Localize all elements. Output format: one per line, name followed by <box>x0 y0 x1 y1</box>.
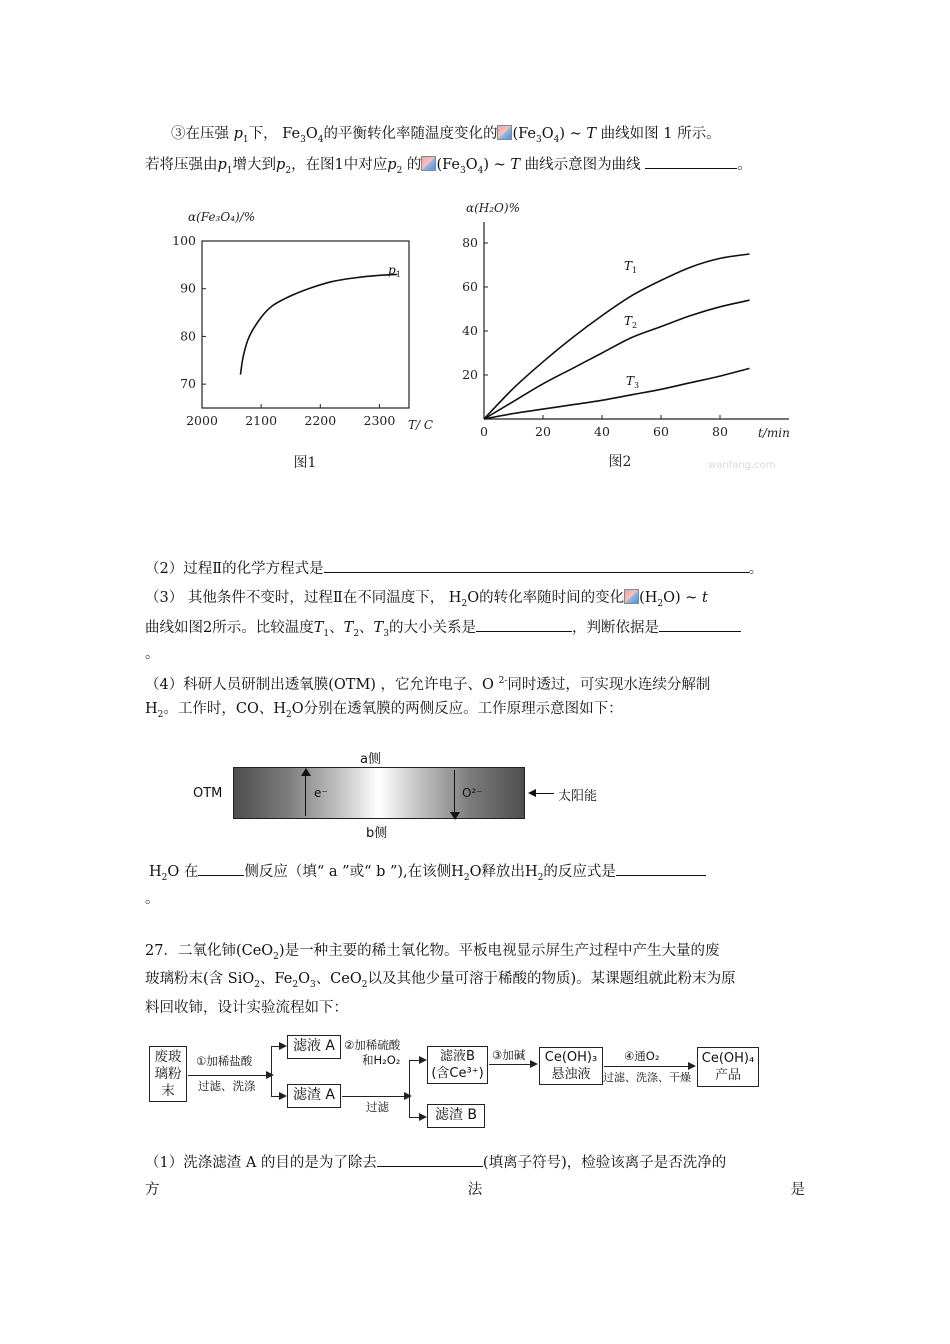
series-label-main: T <box>624 259 633 273</box>
q4b-d-sub: 2 <box>537 872 544 883</box>
flow-step2-top2: 和H₂O₂ <box>362 1053 401 1067</box>
figure-caption: 图2 <box>608 454 632 470</box>
q3b-T1: T <box>313 620 324 636</box>
q2-line <box>145 558 763 579</box>
answer-blank-side[interactable] <box>198 861 244 876</box>
q27-line2 <box>145 969 736 995</box>
flow-box-filtrate-b <box>427 1046 488 1084</box>
flow-box-ceoh4 <box>697 1047 759 1087</box>
q27-l1-a: 27．二氧化铈(CeO <box>145 943 274 959</box>
q27-1-c3: 是 <box>790 1182 805 1198</box>
alpha-image-icon-2 <box>421 156 436 171</box>
x-tick-label: 2200 <box>304 413 337 428</box>
q3b-T3s: 3 <box>383 628 389 639</box>
p1-sub: 1 <box>242 134 249 145</box>
flow-arrow-residue-b <box>409 1117 425 1118</box>
q4b-d: O释放出H <box>469 864 538 880</box>
q3b-T3: T <box>373 620 384 636</box>
series-label-t3 <box>626 374 639 390</box>
q4-l2-a: H <box>145 701 158 717</box>
answer-blank-temperature[interactable] <box>476 617 572 632</box>
x-axis-label: T/ C <box>408 418 434 432</box>
q27-l2-s1: 2 <box>254 979 260 990</box>
fe-o: O <box>305 126 318 142</box>
flow-filtrate-b-l1: 滤液B <box>440 1049 475 1064</box>
q4b-b: O 在 <box>167 864 199 880</box>
q3-text-a: ③在压强 <box>171 126 234 142</box>
q3-l2-p2s: 2 <box>285 165 292 176</box>
q4b-c: 侧反应（填“ a ”或“ b ”),在该侧H <box>244 864 464 880</box>
y-axis-label: α(Fe₃O₄)/% <box>188 210 256 224</box>
q4b-end: 。 <box>145 891 160 907</box>
q3-l2-alpha: (Fe <box>436 157 460 173</box>
q27-1-c1: 方 <box>145 1182 160 1198</box>
q3b-c-sub: 2 <box>657 598 664 609</box>
series-label-t2 <box>624 314 637 330</box>
q3b-l2-a: 曲线如图2所示。比较温度 <box>145 620 314 636</box>
q3b-T2: T <box>343 620 354 636</box>
flow-arrow-filtrate-a <box>271 1046 285 1047</box>
answer-blank-reaction[interactable] <box>616 861 706 876</box>
y-tick-label: 60 <box>462 279 478 294</box>
x-tick-label: 20 <box>535 424 551 439</box>
q3-l2-end: 。 <box>737 157 752 173</box>
x-tick-label: 80 <box>712 424 728 439</box>
flow-box-waste-l1: 废玻 <box>154 1049 182 1065</box>
answer-blank-curve[interactable] <box>645 154 737 169</box>
q27-l2-s2: 2 <box>292 979 299 990</box>
series-label-sub: 1 <box>632 266 638 275</box>
series-label-sub: 2 <box>632 321 638 330</box>
flow-filtrate-b-l2: (含Ce³⁺) <box>431 1066 484 1081</box>
y-tick-label: 80 <box>462 235 478 250</box>
q27-l2-s3: 3 <box>309 979 316 990</box>
series-label-sub: 1 <box>395 270 401 279</box>
solar-arrow-head <box>528 789 536 797</box>
q4-l2-b: 。工作时，CO、H <box>163 701 287 717</box>
q27-l2-s4: 2 <box>361 979 368 990</box>
q3-l2-f: 曲线示意图为曲线 <box>520 157 646 173</box>
q3b-l2-b: 的大小关系是 <box>388 620 476 636</box>
x-tick-label: 60 <box>653 424 669 439</box>
answer-blank-equation[interactable] <box>324 558 749 573</box>
alpha-fe-sub2: 4 <box>553 134 560 145</box>
q3-l2-p1: p <box>217 157 227 173</box>
q3-l2-p1s: 1 <box>226 165 233 176</box>
q3-line1 <box>171 124 721 150</box>
flow-ceoh4-l1: Ce(OH)₄ <box>701 1051 755 1066</box>
y-tick-label: 80 <box>180 328 196 344</box>
fe-sub1: 3 <box>300 134 306 145</box>
q27-1-c2: 法 <box>467 1182 483 1198</box>
y-axis-label: α(H₂O)% <box>466 201 520 215</box>
y-tick-label: 40 <box>462 323 478 338</box>
q4b-a-sub: 2 <box>161 872 168 883</box>
q27-l2-b: 、Fe <box>259 971 293 987</box>
y-tick-label: 70 <box>180 376 196 392</box>
x-axis-label: t/min <box>758 426 790 440</box>
q4-sup: 2- <box>498 676 508 686</box>
q3b-T1s: 1 <box>323 628 330 639</box>
q3b-b: O的转化率随时间的变化 <box>467 590 625 606</box>
plot-frame <box>202 241 409 408</box>
flow-branch-1 <box>271 1046 272 1096</box>
q3-l2-alpha-o: O <box>465 157 478 173</box>
otm-a-side: a侧 <box>360 752 381 767</box>
series-line-p1 <box>240 274 397 374</box>
series-line-t2 <box>484 300 750 419</box>
oxygen-ion-arrow <box>454 770 455 814</box>
otm-b-side: b侧 <box>366 826 388 841</box>
electron-arrow-head <box>301 768 311 776</box>
flow-box-residue-b: 滤渣 B <box>427 1104 485 1128</box>
q27-line1 <box>145 941 720 967</box>
x-tick-label: 0 <box>480 424 488 439</box>
watermark: wanfang.com <box>708 460 776 471</box>
q3b-sep1: 、 <box>329 620 344 636</box>
flow-ceoh3-l1: Ce(OH)₃ <box>544 1050 598 1065</box>
flow-box-ceoh3 <box>539 1047 603 1085</box>
alpha-image-icon <box>497 125 512 140</box>
flow-trunk-2 <box>342 1096 410 1097</box>
q3-l2-b: 增大到 <box>232 157 277 173</box>
flow-arrow-4 <box>604 1066 694 1067</box>
electron-arrow <box>305 770 306 816</box>
q27-1-line1 <box>145 1152 726 1173</box>
q4-line1 <box>145 671 710 695</box>
flow-step2-bottom: 过滤 <box>366 1100 389 1114</box>
q4-l2-s1: 2 <box>157 709 164 720</box>
charts-svg <box>150 195 800 485</box>
q27-l1-b: )是一种主要的稀土氧化物。平板电视显示屏生产过程中产生大量的废 <box>278 943 720 959</box>
T-symbol: T <box>586 126 597 142</box>
alpha-fe: (Fe <box>512 126 536 142</box>
y-tick-label: 90 <box>180 280 196 296</box>
chart-fig1 <box>172 210 433 471</box>
q3-l2-p2b: p <box>387 157 397 173</box>
flow-step4-top: ④通O₂ <box>624 1049 660 1063</box>
flow-arrow-3 <box>489 1064 536 1065</box>
q27-1-line2 <box>145 1180 805 1200</box>
y-tick-label: 100 <box>172 233 196 248</box>
q3b-line1 <box>145 588 708 614</box>
q27-l2-e: 以及其他少量可溶于稀酸的物质)。某课题组就此粉末为原 <box>367 971 736 987</box>
flow-step2-top1: ②加稀硫酸 <box>344 1038 401 1052</box>
electron-label: e⁻ <box>314 786 328 800</box>
q3b-sep2: 、 <box>359 620 374 636</box>
q3b-line2 <box>145 617 741 644</box>
p1-symbol: p <box>233 126 243 142</box>
q3b-a-sub: 2 <box>461 598 468 609</box>
q4-b: 同时透过，可实现水连续分解制 <box>507 676 711 693</box>
flow-arrow-filtrate-b <box>409 1060 425 1061</box>
figure-caption: 图1 <box>293 455 317 471</box>
q3b-d: O) ~ <box>663 590 703 606</box>
q2-text: （2）过程Ⅱ的化学方程式是 <box>145 561 324 577</box>
series-line-t3 <box>484 368 750 419</box>
flow-step3: ③加碱 <box>492 1048 526 1062</box>
flow-branch-2 <box>409 1060 410 1117</box>
q3b-c: (H <box>639 590 658 606</box>
q3-l2-alpha-s1: 3 <box>459 165 466 176</box>
q27-l2-c: O <box>298 971 310 987</box>
q4-l2-c: O分别在透氧膜的两侧反应。工作原理示意图如下： <box>291 701 623 717</box>
q4b-line <box>149 861 706 888</box>
q27-1-b: (填离子符号)，检验该离子是否洗净的 <box>482 1155 727 1171</box>
x-tick-label: 2000 <box>186 413 218 428</box>
series-label-main: p <box>388 263 396 277</box>
flow-box-waste-glass <box>149 1046 187 1102</box>
oxygen-ion-label: O²⁻ <box>462 786 483 800</box>
q3-l2-p2: p <box>276 157 286 173</box>
solar-label: 太阳能 <box>558 789 598 804</box>
series-label-main: T <box>626 374 635 388</box>
series-label-sub: 3 <box>634 381 640 390</box>
flow-ceoh3-l2: 悬浊液 <box>551 1067 591 1082</box>
q3-text-b: 下， <box>248 126 283 142</box>
answer-blank-ion[interactable] <box>377 1152 483 1167</box>
q4b-a: H <box>149 864 162 880</box>
alpha-image-icon-3 <box>624 589 639 604</box>
q3-text-e: 曲线如图 1 所示。 <box>596 126 721 142</box>
q3b-a: （3） 其他条件不变时，过程Ⅱ在不同温度下， H <box>145 590 462 606</box>
flow-step4-bottom: 过滤、洗涤、干燥 <box>603 1071 691 1084</box>
x-tick-label: 40 <box>594 424 610 439</box>
q3-l2-d: 的 <box>402 157 422 173</box>
q27-l2-a: 玻璃粉末(含 SiO <box>145 971 255 987</box>
q27-line3: 料回收铈，设计实验流程如下： <box>145 1000 348 1016</box>
flow-trunk-1 <box>188 1075 272 1076</box>
series-label-t1 <box>624 259 637 275</box>
tilde: ~ <box>565 126 587 142</box>
q3-l2-c: ，在图1中对应 <box>291 157 388 173</box>
q3-l2-e: ~ <box>488 157 511 173</box>
x-tick-label: 2100 <box>245 413 278 428</box>
q3-l2-p2bs: 2 <box>396 165 403 176</box>
flow-step1-bottom: 过滤、洗涤 <box>198 1079 256 1093</box>
q4-l2-s2: 2 <box>286 709 292 720</box>
chart-fig2 <box>462 201 790 470</box>
q3-l2-T: T <box>510 157 521 173</box>
alpha-fe-sub1: 3 <box>535 134 542 145</box>
q3-l2-alpha-s2: 4 <box>477 165 484 176</box>
otm-label: OTM <box>193 786 223 801</box>
q4b-c-sub: 2 <box>463 872 470 883</box>
flow-box-filtrate-a: 滤液 A <box>287 1035 341 1059</box>
q2-end: 。 <box>748 561 764 577</box>
q3b-l2-c: ，判断依据是 <box>571 620 659 636</box>
flow-box-waste-l3: 末 <box>161 1083 175 1099</box>
oxygen-ion-arrow-head <box>450 812 460 820</box>
q3-l2-alpha-c: ) <box>483 157 489 173</box>
series-label-p1 <box>388 263 401 279</box>
flow-box-residue-a: 滤渣 A <box>287 1084 341 1108</box>
q4b-e: 的反应式是 <box>543 864 616 880</box>
q27-l1-s: 2 <box>273 951 279 962</box>
q3b-t: t <box>702 590 708 606</box>
flow-box-waste-l2: 璃粉 <box>154 1066 182 1082</box>
alpha-fe-close: ) <box>559 126 566 142</box>
series-label-main: T <box>624 314 633 328</box>
q3b-line3: 。 <box>145 646 160 662</box>
flow-step1-top: ①加稀盐酸 <box>196 1054 253 1068</box>
alpha-fe-o: O <box>541 126 554 142</box>
q3-line2 <box>145 154 752 181</box>
fe-formula: Fe <box>282 126 301 142</box>
fe-sub2: 4 <box>317 134 324 145</box>
y-tick-label: 20 <box>462 367 478 382</box>
x-tick-label: 2300 <box>363 413 396 428</box>
q3-text-c: 的平衡转化率随温度变化的 <box>323 126 498 142</box>
q4-line2 <box>145 699 623 725</box>
flow-ceoh4-l2: 产品 <box>714 1068 741 1083</box>
q3b-T2s: 2 <box>353 628 360 639</box>
answer-blank-basis[interactable] <box>659 617 741 632</box>
flow-arrow-residue-a <box>271 1096 285 1097</box>
q3-l2-a: 若将压强由 <box>145 157 218 173</box>
q4-a: （4）科研人员研制出透氧膜(OTM) ，它允许电子、O <box>145 676 499 693</box>
q27-l2-d: 、CeO <box>315 971 362 987</box>
q27-1-a: （1）洗涤滤渣 A 的目的是为了除去 <box>145 1155 377 1171</box>
